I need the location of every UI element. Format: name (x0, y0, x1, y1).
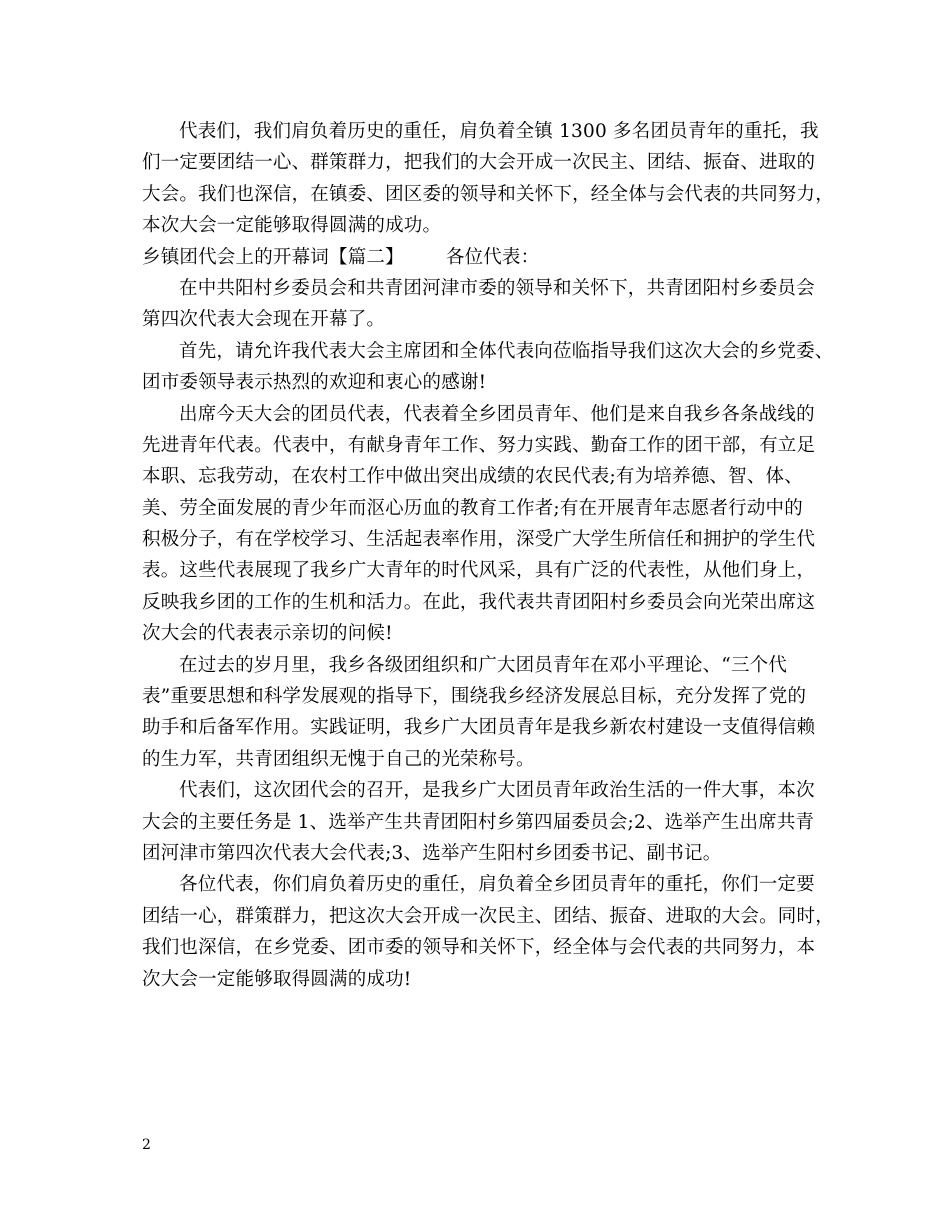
paragraph-line: 先进青年代表。代表中，有献身青年工作、努力实践、勤奋工作的团干部，有立足 (142, 434, 816, 456)
paragraph-line: 本职、忘我劳动，在农村工作中做出突出成绩的农民代表;有为培养德、智、体、 (142, 466, 803, 488)
paragraph-line: 美、劳全面发展的青少年而沤心历血的教育工作者;有在开展青年志愿者行动中的 (142, 497, 803, 519)
greeting: 各位代表： (445, 246, 540, 268)
paragraph-line: 代表们，我们肩负着历史的重任，肩负着全镇 1300 多名团员青年的重托，我 (179, 121, 819, 142)
paragraph-line: 大会的主要任务是 1、选举产生共青团阳村乡第四届委员会;2、选举产生出席共青 (142, 811, 815, 833)
document-body (142, 116, 834, 995)
paragraph-line: 团市委领导表示热烈的欢迎和衷心的感谢! (142, 372, 487, 394)
paragraph-line: 团河津市第四次代表大会代表;3、选举产生阳村乡团委书记、副书记。 (142, 842, 722, 864)
paragraph-line: 助手和后备军作用。实践证明，我乡广大团员青年是我乡新农村建设一支值得信赖 (142, 717, 816, 739)
paragraph-line: 代表们，这次团代会的召开，是我乡广大团员青年政治生活的一件大事，本次 (179, 780, 815, 802)
paragraph-line: 出席今天大会的团员代表，代表着全乡团员青年、他们是来自我乡各条战线的 (179, 403, 815, 425)
paragraph-line: 首先，请允许我代表大会主席团和全体代表向莅临指导我们这次大会的乡党委、 (179, 340, 834, 362)
page-number: 2 (142, 1137, 151, 1153)
paragraph-line: 我们也深信，在乡党委、团市委的领导和关怀下，经全体与会代表的共同努力，本 (142, 937, 816, 959)
paragraph-line: 各位代表，你们肩负着历史的重任，肩负着全乡团员青年的重托，你们一定要 (179, 874, 815, 896)
paragraph-line: 的生力军，共青团组织无愧于自己的光荣称号。 (142, 748, 535, 770)
paragraph-line: 表。这些代表展现了我乡广大青年的时代风采，具有广泛的代表性，从他们身上， (142, 560, 816, 582)
paragraph-line: 反映我乡团的工作的生机和活力。在此，我代表共青团阳村乡委员会向光荣出席这 (142, 591, 816, 613)
paragraph-line: 次大会的代表表示亲切的问候! (142, 623, 393, 645)
section-heading (142, 242, 822, 273)
paragraph-line: 表”重要思想和科学发展观的指导下，围绕我乡经济发展总目标，充分发挥了党的 (142, 686, 807, 708)
section-title: 乡镇团代会上的开幕词【篇二】 (142, 246, 404, 268)
paragraph-line: 次大会一定能够取得圆满的成功! (142, 968, 412, 990)
paragraph-line: 在过去的岁月里，我乡各级团组织和广大团员青年在邓小平理论、“三个代 (179, 654, 788, 676)
paragraph-line: 本次大会一定能够取得圆满的成功。 (142, 215, 442, 237)
paragraph-line: 们一定要团结一心、群策群力，把我们的大会开成一次民主、团结、振奋、进取的 (142, 152, 816, 174)
paragraph-line: 积极分子，有在学校学习、生活起表率作用，深受广大学生所信任和拥护的学生代 (142, 529, 816, 551)
paragraph-line: 第四次代表大会现在开幕了。 (142, 309, 386, 331)
paragraph-line: 团结一心，群策群力，把这次大会开成一次民主、团结、振奋、进取的大会。同时， (142, 905, 834, 927)
paragraph-line: 在中共阳村乡委员会和共青团河津市委的领导和关怀下，共青团阳村乡委员会 (179, 277, 815, 299)
paragraph-line: 大会。我们也深信，在镇委、团区委的领导和关怀下，经全体与会代表的共同努力， (142, 183, 834, 205)
